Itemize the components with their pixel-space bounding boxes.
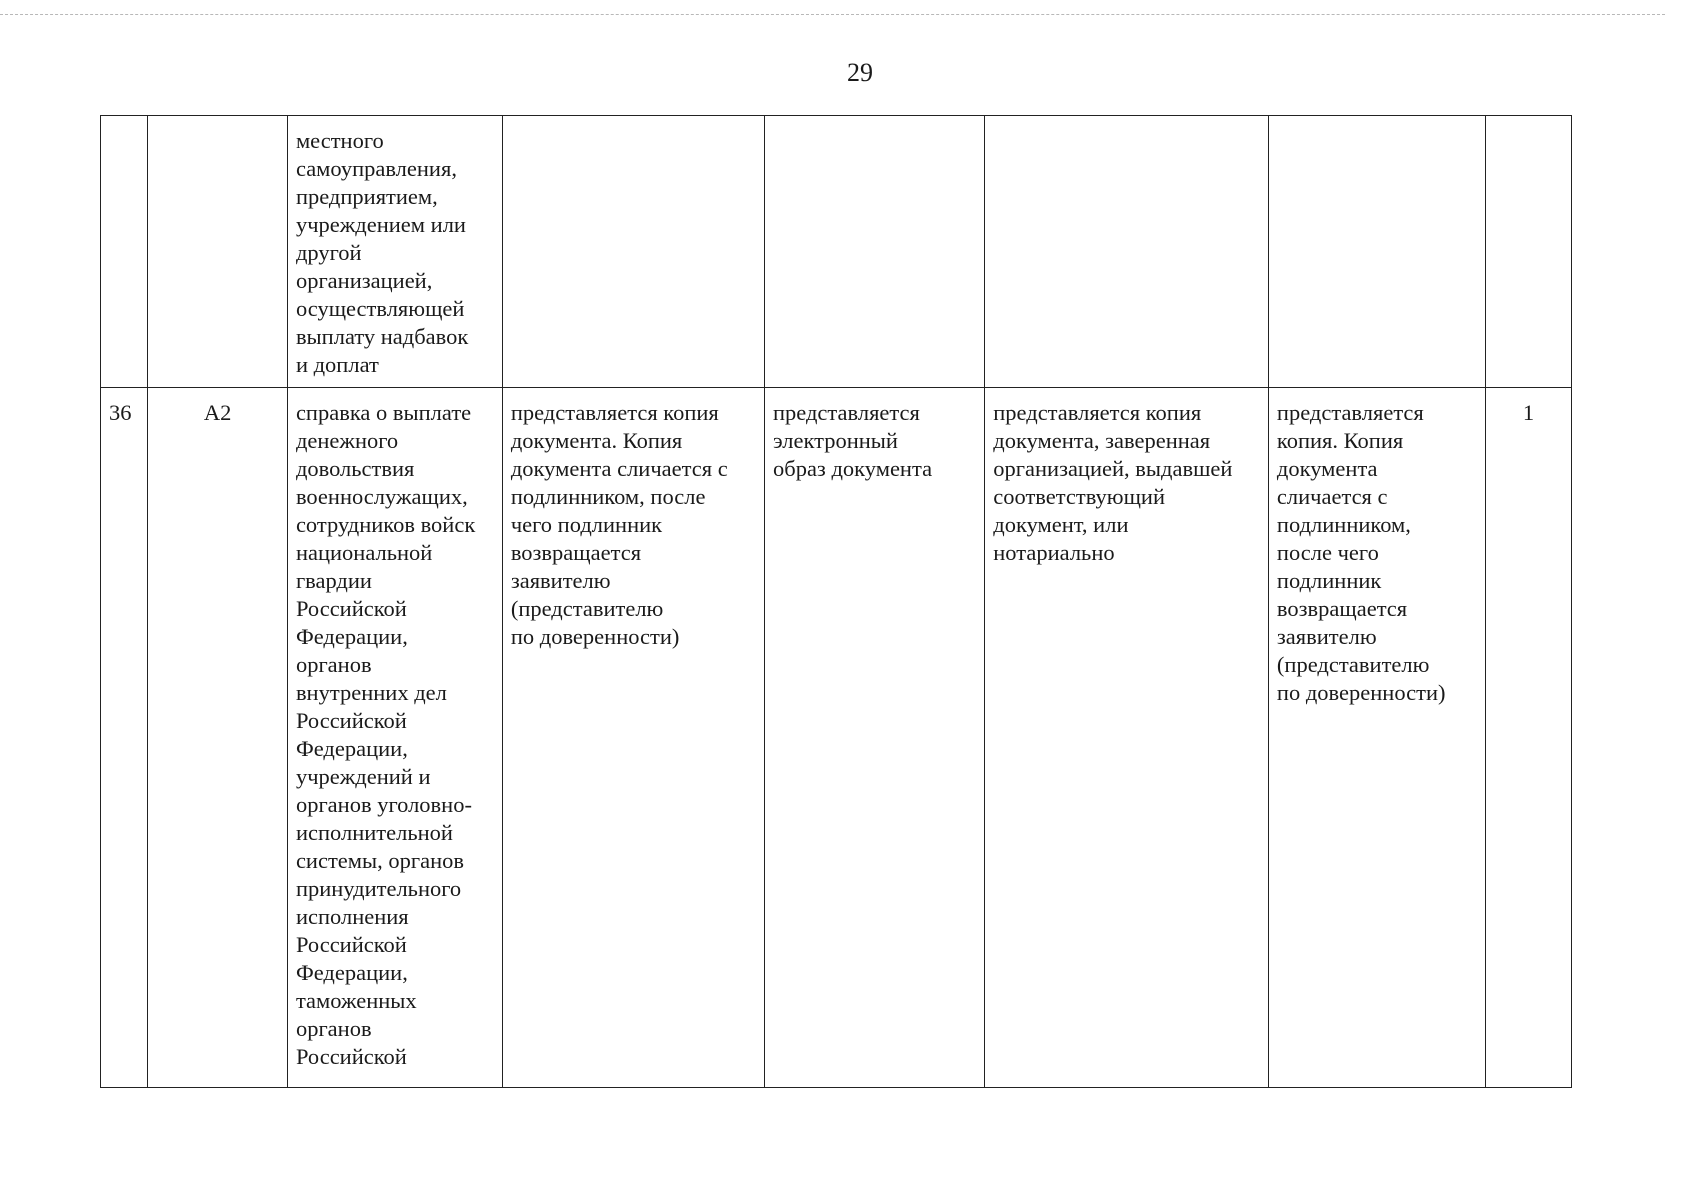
cell-code — [148, 116, 288, 388]
cell-col-a — [502, 116, 764, 388]
cell-document-name: местного самоуправления, предприятием, учреждением или другой организацией, осуществляющей выплату надбавок и доплат — [287, 116, 502, 388]
cell-col-c — [985, 116, 1269, 388]
cell-col-b: представляется электронный образ документа — [765, 388, 985, 1088]
cell-col-c: представляется копия документа, заверенная организацией, выдавшей соответствующий документ, или нотариально — [985, 388, 1269, 1088]
cell-number: 36 — [101, 388, 148, 1088]
cell-number — [101, 116, 148, 388]
table-row-continuation — [101, 116, 1572, 388]
document-table — [100, 115, 1572, 1088]
cell-col-a: представляется копия документа. Копия документа сличается с подлинником, после чего подлинник возвращается заявителю (представителю по доверенности) — [502, 388, 764, 1088]
cell-code: А2 — [148, 388, 288, 1088]
cell-document-name: справка о выплате денежного довольствия военнослужащих, сотрудников войск национальной гвардии Российской Федерации, органов внутренних дел Российской Федерации, учреждений и органов уголовно- исполнительной системы, органов принудительного исполнения Российской Федерации, таможенных органов Российской — [287, 388, 502, 1088]
cell-col-b — [765, 116, 985, 388]
cell-col-e — [1485, 116, 1571, 388]
scan-edge-line — [0, 14, 1665, 15]
table-row — [101, 388, 1572, 1088]
page-number: 29 — [847, 58, 873, 87]
cell-col-d — [1268, 116, 1485, 388]
cell-col-d: представляется копия. Копия документа сличается с подлинником, после чего подлинник возвращается заявителю (представителю по доверенности) — [1268, 388, 1485, 1088]
cell-col-e: 1 — [1485, 388, 1571, 1088]
